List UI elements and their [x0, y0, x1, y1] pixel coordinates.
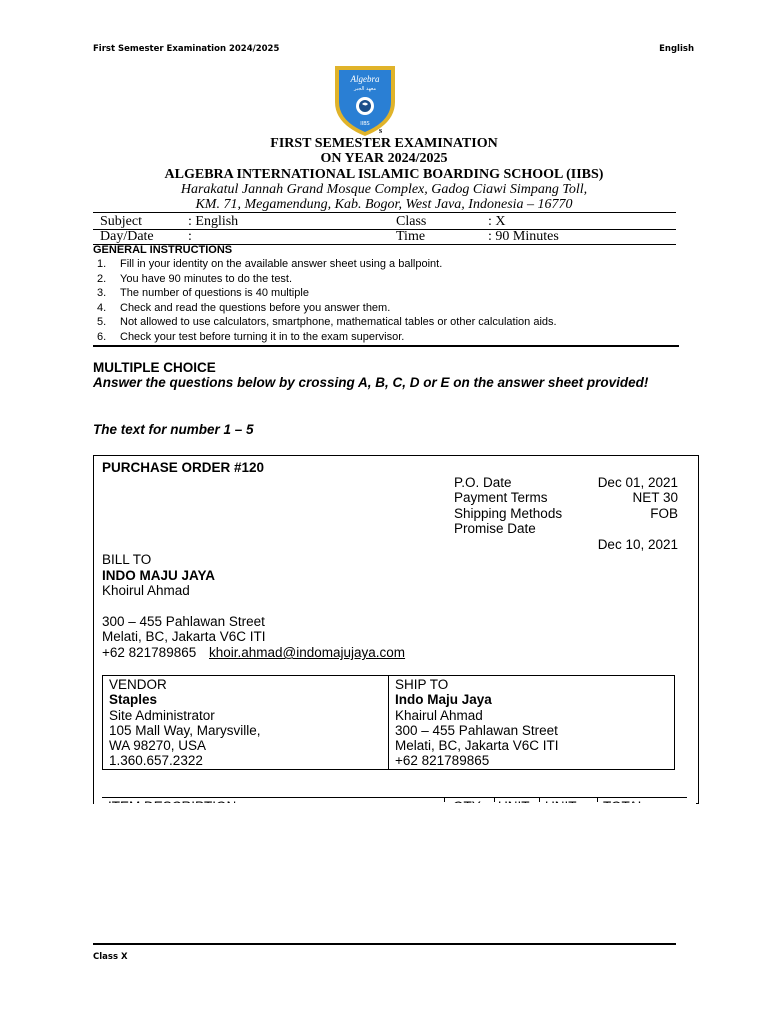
exam-year: ON YEAR 2024/2025	[320, 151, 448, 166]
section-heading: MULTIPLE CHOICE	[93, 360, 216, 375]
svg-text:معهد الجبر: معهد الجبر	[353, 86, 377, 92]
payment-terms-label: Payment Terms	[454, 490, 548, 505]
po-date-label: P.O. Date	[454, 475, 512, 490]
svg-text:IIBS: IIBS	[360, 121, 370, 127]
instruction-item: 4. Check and read the questions before you answer them.	[97, 301, 391, 314]
instruction-item: 6. Check your test before turning it in to the exam supervisor.	[97, 330, 405, 343]
vendor-name: Staples	[109, 692, 158, 707]
school-address-line2: KM. 71, Megamendung, Kab. Bogor, West Java, Indonesia – 16770	[195, 197, 573, 212]
bill-to-phone: +62 821789865	[102, 645, 197, 660]
promise-date-value: Dec 10, 2021	[597, 537, 678, 552]
ship-to-name: Indo Maju Jaya	[395, 692, 492, 707]
ship-to-city: Melati, BC, Jakarta V6C ITI	[395, 738, 559, 753]
po-title: PURCHASE ORDER #120	[102, 460, 265, 475]
ship-to-person: Khairul Ahmad	[395, 708, 483, 723]
footer-rule	[93, 943, 676, 945]
shipping-methods-value: FOB	[650, 506, 678, 521]
instructions-divider	[93, 345, 679, 347]
ship-to-label: SHIP TO	[395, 677, 449, 692]
info-mid-rule	[93, 229, 676, 230]
subject-label: Subject	[100, 214, 142, 229]
bill-to-company: INDO MAJU JAYA	[102, 568, 216, 583]
time-value: : 90 Minutes	[488, 229, 559, 244]
vendor-city: WA 98270, USA	[109, 738, 207, 753]
footer-left: Class X	[93, 952, 128, 962]
text-for-label: The text for number 1 – 5	[93, 422, 254, 437]
school-logo	[329, 62, 401, 138]
ship-to-phone: +62 821789865	[395, 753, 490, 768]
day-label: Day/Date	[100, 229, 154, 244]
bill-to-city: Melati, BC, Jakarta V6C ITI	[102, 629, 266, 644]
bill-to-street: 300 – 455 Pahlawan Street	[102, 614, 265, 629]
ship-to-street: 300 – 455 Pahlawan Street	[395, 723, 558, 738]
page-header-left: First Semester Examination 2024/2025	[93, 44, 280, 54]
instruction-item: 2. You have 90 minutes to do the test.	[97, 272, 293, 285]
school-address-line1: Harakatul Jannah Grand Mosque Complex, Gadog Ciawi Simpang Toll,	[180, 182, 588, 197]
day-value: :	[188, 229, 192, 244]
shipping-methods-label: Shipping Methods	[454, 506, 563, 521]
instruction-item: 5. Not allowed to use calculators, smartphone, mathematical tables or other calculation aids.	[97, 316, 557, 329]
subject-value: : English	[188, 214, 239, 229]
vendor-phone: 1.360.657.2322	[109, 753, 203, 768]
vendor-street: 105 Mall Way, Marysville,	[109, 723, 261, 738]
clip-mask	[94, 803, 696, 817]
bill-to-email-link[interactable]: khoir.ahmad@indomajujaya.com	[209, 645, 406, 660]
info-top-rule	[93, 212, 676, 213]
bill-to-label: BILL TO	[102, 552, 152, 567]
promise-date-label: Promise Date	[454, 521, 536, 536]
school-name: ALGEBRA INTERNATIONAL ISLAMIC BOARDING SCHOOL (IIBS)	[164, 167, 604, 182]
vendor-label: VENDOR	[109, 677, 167, 692]
payment-terms-value: NET 30	[632, 490, 678, 505]
vendor-shipto-divider	[388, 675, 389, 770]
po-date-value: Dec 01, 2021	[597, 475, 678, 490]
page-header-right: English	[659, 44, 694, 54]
class-label: Class	[396, 214, 427, 229]
exam-title: FIRST SEMESTER EXAMINATION	[270, 136, 498, 151]
svg-text:Algebra: Algebra	[350, 74, 380, 84]
vendor-role: Site Administrator	[109, 708, 215, 723]
time-label: Time	[396, 229, 426, 244]
instructions-list	[97, 257, 687, 345]
logo-mark: s	[379, 126, 383, 135]
instruction-item: 3. The number of questions is 40 multiple	[97, 287, 309, 300]
instruction-item: 1. Fill in your identity on the available answer sheet using a ballpoint.	[97, 258, 443, 270]
bill-to-person: Khoirul Ahmad	[102, 583, 190, 598]
class-value: : X	[488, 214, 506, 229]
section-direction: Answer the questions below by crossing A, B, C, D or E on the answer sheet provided!	[93, 375, 649, 390]
instructions-title: GENERAL INSTRUCTIONS	[93, 244, 233, 256]
